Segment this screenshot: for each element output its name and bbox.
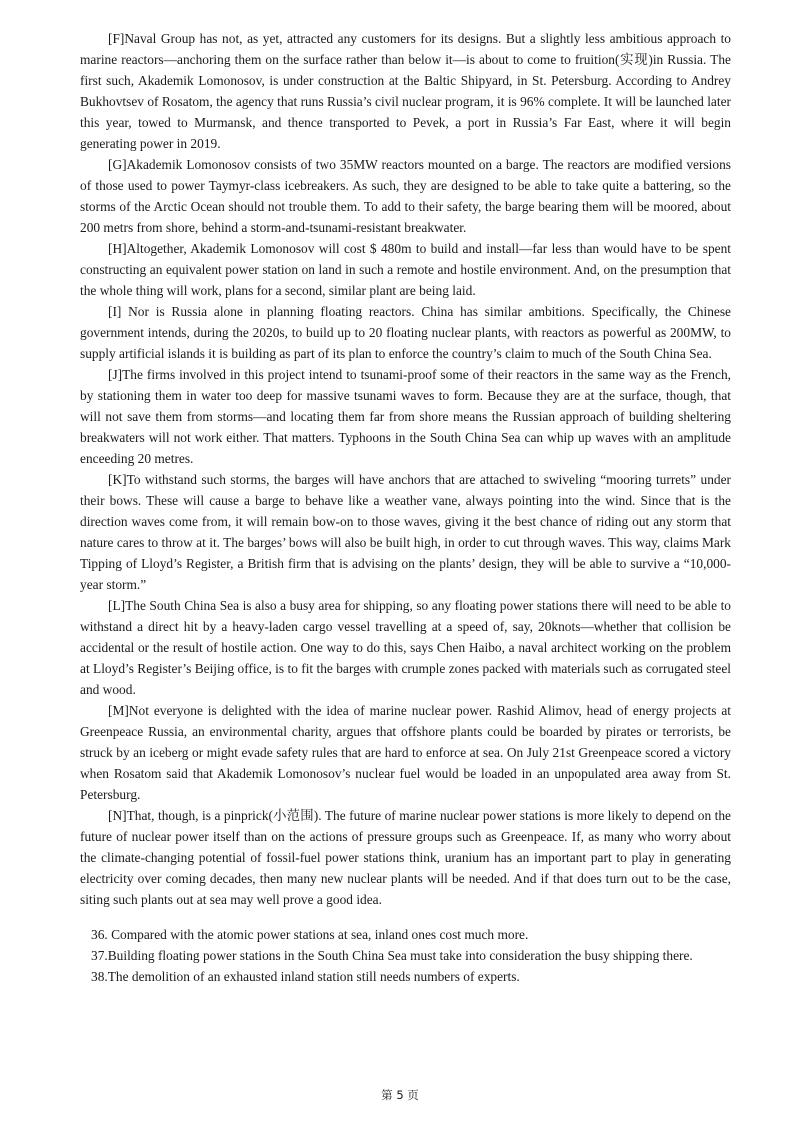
question-list <box>80 924 731 987</box>
document-page <box>80 28 731 987</box>
question-37: 37.Building floating power stations in the South China Sea must take into consideration the busy shipping there. <box>91 948 693 963</box>
paragraph-f: [F]Naval Group has not, as yet, attracted any customers for its designs. But a slightly less ambitious approach to marine reactors—anchoring them on the surface rather than below it—is about to come to fruition(实现)in Russia. The first such, Akademik Lomonosov, is under construction at the Baltic Shipyard, in St. Petersburg. According to Andrey Bukhovtsev of Rosatom, the agency that runs Russia’s civil nuclear program, it is 96% complete. It will be launched later this year, towed to Murmansk, and thence transported to Pevek, a port in Russia’s Far East, where it will begin generating power in 2019. <box>80 31 731 151</box>
paragraph-k: [K]To withstand such storms, the barges will have anchors that are attached to swiveling “mooring turrets” under their bows. These will cause a barge to behave like a weather vane, always pointing into the wind. Since that is the direction waves come from, it will remain bow-on to those waves, giving it the best chance of riding out any storm that nature cares to throw at it. The barges’ bows will also be built high, in order to cut through waves. This way, claims Mark Tipping of Lloyd’s Register, a British firm that is advising on the plants’ design, they will be able to survive a “10,000-year storm.” <box>80 472 731 592</box>
paragraph-i: [I] Nor is Russia alone in planning floating reactors. China has similar ambitions. Specifically, the Chinese government intends, during the 2020s, to build up to 20 floating nuclear plants, with reactors as powerful as 200MW, to supply artificial islands it is building as part of its plan to enforce the country’s claim to much of the South China Sea. <box>80 304 731 361</box>
question-36: 36. Compared with the atomic power stations at sea, inland ones cost much more. <box>91 927 529 942</box>
question-38: 38.The demolition of an exhausted inland station still needs numbers of experts. <box>91 969 520 984</box>
article-body <box>80 28 731 910</box>
paragraph-m: [M]Not everyone is delighted with the idea of marine nuclear power. Rashid Alimov, head of energy projects at Greenpeace Russia, an environmental charity, argues that offshore plants could be boarded by pirates or terrorists, be struck by an iceberg or might evade safety rules that are hard to enforce at sea. On July 21st Greenpeace scored a victory when Rosatom said that Akademik Lomonosov’s nuclear fuel would be loaded in an unpopulated area away from St. Petersburg. <box>80 703 731 802</box>
paragraph-h: [H]Altogether, Akademik Lomonosov will cost $ 480m to build and install—far less than would have to be spent constructing an equivalent power station on land in such a remote and hostile environment. And, on the presumption that the whole thing will work, plans for a second, similar plant are being laid. <box>80 241 731 298</box>
page-number: 第 5 页 <box>381 1088 419 1102</box>
paragraph-g: [G]Akademik Lomonosov consists of two 35MW reactors mounted on a barge. The reactors are modified versions of those used to power Taymyr-class icebreakers. As such, they are designed to be able to take quite a battering, so the storms of the Arctic Ocean should not trouble them. To add to their safety, the barge bearing them will be moored, about 200 metrs from shore, behind a storm-and-tsunami-resistant breakwater. <box>80 157 731 235</box>
paragraph-n: [N]That, though, is a pinprick(小范围). The future of marine nuclear power stations is more likely to depend on the future of nuclear power itself than on the actions of pressure groups such as Greenpeace. If, as many who worry about the climate-changing potential of fossil-fuel power stations think, uranium has an important part to play in generating electricity over coming decades, then many new nuclear plants will be needed. And if that does turn out to be the case, siting such plants out at sea may well prove a good idea. <box>80 808 731 907</box>
paragraph-l: [L]The South China Sea is also a busy area for shipping, so any floating power stations there will need to be able to withstand a direct hit by a heavy-laden cargo vessel travelling at a speed of, say, 20knots—whether that collision be accidental or the result of hostile action. One way to do this, says Chen Haibo, a naval architect working on the problem at Lloyd’s Register’s Beijing office, is to fit the barges with crumple zones packed with materials such as corrugated steel and wood. <box>80 598 731 697</box>
paragraph-j: [J]The firms involved in this project intend to tsunami-proof some of their reactors in the same way as the French, by stationing them in water too deep for massive tsunami waves to form. Because they are at the surface, though, that will not save them from storms—and locating them far from shore means the Russian approach of building sheltering breakwaters will not work either. That matters. Typhoons in the South China Sea can whip up waves with an amplitude enceeding 20 metres. <box>80 367 731 466</box>
